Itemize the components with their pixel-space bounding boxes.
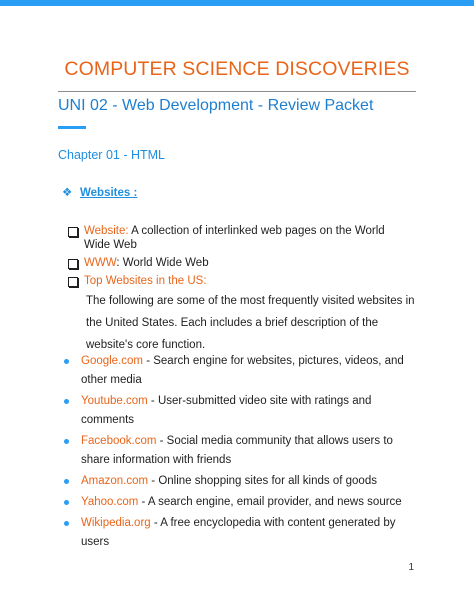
website-entry [81, 352, 416, 390]
bullet-dot-icon [64, 439, 69, 444]
document-subtitle: UNI 02 - Web Development - Review Packet [58, 97, 374, 114]
chapter-heading: Chapter 01 - HTML [58, 148, 165, 162]
website-description: - A free encyclopedia with content generated by users [81, 517, 396, 548]
list-item [64, 493, 416, 512]
website-name: Yahoo.com [81, 496, 139, 508]
bullet-dot-icon [64, 521, 69, 526]
website-list [64, 352, 416, 554]
document-title: COMPUTER SCIENCE DISCOVERIES [64, 58, 410, 80]
definition-text [84, 224, 408, 252]
website-name: Google.com [81, 355, 144, 367]
definition-term: Website: [84, 225, 129, 237]
definition-term: Top Websites in the US: [84, 275, 207, 287]
website-description: - A search engine, email provider, and news source [138, 496, 402, 508]
bullet-dot-icon [64, 359, 69, 364]
website-entry [81, 392, 416, 430]
definition-item [68, 256, 408, 270]
intro-paragraph: The following are some of the most frequently visited websites in the United States. Each includes a brief description of the website's core function. [86, 295, 415, 351]
definition-item [68, 224, 408, 252]
definition-body: A collection of interlinked web pages on the World Wide Web [84, 225, 385, 251]
list-item [64, 432, 416, 470]
definition-term: WWW [84, 257, 117, 269]
website-description: - Search engine for websites, pictures, videos, and other media [81, 355, 404, 386]
bullet-dot-icon [64, 479, 69, 484]
definition-text [84, 274, 207, 288]
diamond-bullet-icon: ❖ [62, 187, 73, 199]
website-description: - Online shopping sites for all kinds of goods [148, 475, 377, 487]
list-item [64, 352, 416, 390]
section-heading-label: Websites : [80, 187, 138, 199]
checkbox-icon [68, 227, 78, 237]
bullet-dot-icon [64, 500, 69, 505]
website-description: - Social media community that allows users to share information with friends [81, 435, 393, 466]
list-item [64, 472, 416, 491]
website-description: - User-submitted video site with ratings and comments [81, 395, 372, 426]
bullet-dot-icon [64, 399, 69, 404]
list-item [64, 514, 416, 552]
checkbox-icon [68, 277, 78, 287]
website-name: Facebook.com [81, 435, 157, 447]
page-number: 1 [408, 562, 414, 573]
definition-list [68, 224, 408, 292]
website-name: Amazon.com [81, 475, 149, 487]
section-heading [62, 185, 137, 199]
title-divider [58, 91, 416, 92]
definition-body: : World Wide Web [116, 257, 209, 269]
website-entry [81, 514, 416, 552]
list-item [64, 392, 416, 430]
definition-item [68, 274, 408, 288]
definition-text [84, 256, 209, 270]
website-name: Youtube.com [81, 395, 148, 407]
top-accent-bar [0, 0, 474, 6]
website-name: Wikipedia.org [81, 517, 151, 529]
website-entry [81, 493, 402, 512]
checkbox-icon [68, 259, 78, 269]
subtitle-accent-line [58, 126, 86, 129]
website-entry [81, 472, 377, 491]
website-entry [81, 432, 416, 470]
